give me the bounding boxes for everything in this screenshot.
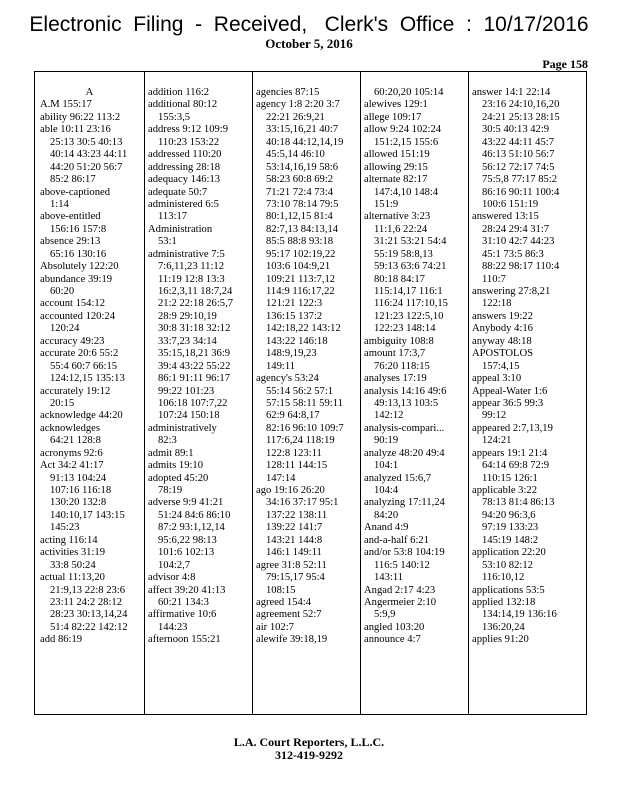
index-entry-continuation: 64:21 128:8: [50, 435, 101, 447]
index-entry: applies 91:20: [472, 634, 529, 646]
index-entry-continuation: 34:16 37:17 95:1: [266, 497, 339, 509]
index-entry-continuation: 65:16 130:16: [50, 248, 107, 260]
index-entry-continuation: 157:4,15: [482, 360, 520, 372]
index-entry: Angermeier 2:10: [364, 596, 437, 608]
index-entry: applications 53:5: [472, 584, 545, 596]
index-letter-heading: A: [85, 87, 94, 98]
index-entry-continuation: 100:6 151:19: [482, 198, 539, 210]
index-entry-continuation: 144:23: [158, 621, 188, 633]
index-entry: appear 36:5 99:3: [472, 397, 544, 409]
filing-stamp-title: Electronic Filing - Received, Clerk's Office : 10/17/2016: [29, 13, 589, 36]
index-entry-continuation: 122:23 148:14: [374, 323, 436, 335]
index-entry-continuation: 60:21 134:3: [158, 596, 209, 608]
index-entry-continuation: 122:8 123:11: [266, 447, 322, 459]
index-entry: alewives 129:1: [364, 99, 428, 111]
index-entry-continuation: 31:10 42:7 44:23: [482, 236, 555, 248]
index-entry-continuation: 45:1 73:5 86:3: [482, 248, 544, 260]
index-entry-continuation: 55:19 58:8,13: [374, 248, 433, 260]
index-entry-continuation: 90:19: [374, 435, 399, 447]
index-entry: answered 13:15: [472, 211, 539, 223]
index-entry: amount 17:3,7: [364, 348, 426, 360]
index-entry: APOSTOLOS: [472, 348, 534, 360]
index-entry: activities 31:19: [40, 547, 106, 559]
index-entry-continuation: 78:19: [158, 485, 183, 496]
index-entry-continuation: 104:2,7: [158, 559, 191, 571]
index-entry-continuation: 35:15,18,21 36:9: [158, 348, 231, 360]
index-entry-continuation: 146:1 149:11: [266, 547, 322, 559]
index-entry: air 102:7: [256, 621, 294, 633]
index-entry: addition 116:2: [148, 87, 210, 98]
index-entry: Act 34:2 41:17: [40, 460, 104, 472]
index-entry: accounted 120:24: [40, 310, 116, 322]
index-entry: admits 19:10: [148, 460, 204, 472]
index-entry-continuation: 73:10 78:14 79:5: [266, 198, 339, 210]
index-entry-continuation: 16:2,3,11 18:7,24: [158, 286, 233, 297]
index-entry-continuation: 43:22 44:11 45:7: [482, 136, 554, 148]
index-column-1: [40, 87, 139, 707]
index-entry: Appeal-Water 1:6: [472, 385, 548, 397]
index-entry-continuation: 1:14: [50, 198, 69, 210]
index-entry-continuation: 28:23 30:13,14,24: [50, 609, 128, 621]
index-entry: Absolutely 122:20: [40, 261, 119, 273]
index-entry: allege 109:17: [364, 111, 422, 123]
index-entry: administrative 7:5: [148, 248, 225, 260]
index-entry-continuation: 39:4 43:22 55:22: [158, 360, 231, 372]
index-entry: admit 89:1: [148, 447, 194, 459]
index-entry: applicable 3:22: [472, 485, 538, 496]
index-entry-continuation: 110:23 153:22: [158, 136, 220, 148]
index-entry-continuation: 71:21 72:4 73:4: [266, 186, 334, 198]
index-entry-continuation: 143:21 144:8: [266, 534, 323, 546]
index-entry: agree 31:8 52:11: [256, 559, 327, 571]
index-entry-continuation: 21:2 22:18 26:5,7: [158, 298, 234, 310]
index-entry-continuation: 143:22 146:18: [266, 335, 328, 347]
index-entry: analyzing 17:11,24: [364, 497, 445, 509]
index-entry-continuation: 49:13,13 103:5: [374, 397, 439, 409]
hearing-date: October 5, 2016: [265, 36, 353, 51]
index-column-5: [472, 87, 571, 707]
index-entry: agency's 53:24: [256, 373, 319, 385]
index-column-3: [256, 87, 355, 707]
index-entry-continuation: 103:6 104:9,21: [266, 261, 331, 273]
index-entry: analysis 14:16 49:6: [364, 385, 447, 397]
index-entry-continuation: 20:15: [50, 397, 75, 409]
index-entry: adequate 50:7: [148, 186, 208, 198]
index-entry-continuation: 53:10 82:12: [482, 559, 533, 571]
index-entry-continuation: 80:1,12,15 81:4: [266, 211, 333, 223]
index-entry-continuation: 91:13 104:24: [50, 472, 107, 484]
index-entry: allowed 151:19: [364, 149, 430, 161]
index-entry-continuation: 40:18 44:12,14,19: [266, 136, 344, 148]
index-entry-continuation: 130:20 132:8: [50, 497, 107, 509]
court-reporter-phone: 312-419-9292: [275, 748, 343, 762]
index-entry-continuation: 124:21: [482, 435, 512, 447]
index-entry: appeal 3:10: [472, 373, 522, 385]
index-entry-continuation: 84:20: [374, 509, 399, 521]
index-entry-continuation: 147:14: [266, 472, 296, 484]
index-entry-continuation: 64:14 69:8 72:9: [482, 460, 550, 472]
index-entry-continuation: 23:16 24:10,16,20: [482, 99, 560, 111]
index-entry: Anybody 4:16: [472, 323, 533, 335]
index-entry-continuation: 30:8 31:18 32:12: [158, 323, 231, 335]
index-entry-continuation: 136:20,24: [482, 621, 525, 633]
index-entry: A.M 155:17: [40, 99, 92, 111]
index-entry-continuation: 113:17: [158, 211, 188, 223]
index-entry-continuation: 140:10,17 143:15: [50, 509, 125, 521]
index-entry: acknowledges: [40, 422, 101, 434]
index-entry-continuation: 104:4: [374, 485, 399, 496]
index-entry-continuation: 128:11 144:15: [266, 460, 328, 472]
index-entry-continuation: 88:22 98:17 110:4: [482, 261, 560, 273]
index-entry-continuation: 94:20 96:3,6: [482, 509, 536, 521]
index-entry-continuation: 124:12,15 135:13: [50, 373, 125, 385]
index-entry: adequacy 146:13: [148, 174, 221, 186]
index-entry-continuation: 145:19 148:2: [482, 534, 539, 546]
index-entry-continuation: 142:18,22 143:12: [266, 323, 341, 335]
column-divider: [468, 72, 469, 714]
index-entry: administered 6:5: [148, 198, 219, 210]
index-entry-continuation: 33:15,16,21 40:7: [266, 124, 339, 136]
index-entry-continuation: 115:14,17 116:1: [374, 286, 443, 297]
index-entry-continuation: 109:21 113:7,12: [266, 273, 336, 285]
index-entry: appeared 2:7,13,19: [472, 422, 553, 434]
index-entry: acronyms 92:6: [40, 447, 103, 459]
index-entry: analysis-compari...: [364, 422, 445, 434]
index-entry-continuation: 45:5,14 46:10: [266, 149, 325, 161]
index-entry-continuation: 104:1: [374, 460, 399, 472]
index-entry-continuation: 79:15,17 95:4: [266, 572, 325, 584]
index-entry-continuation: 116:24 117:10,15: [374, 298, 448, 310]
court-reporter-name: L.A. Court Reporters, L.L.C.: [233, 735, 385, 749]
index-entry-continuation: 28:9 29:10,19: [158, 310, 217, 322]
index-entry-continuation: 114:9 116:17,22: [266, 286, 335, 297]
index-entry: above-entitled: [40, 211, 101, 223]
index-entry-continuation: 120:24: [50, 323, 80, 335]
index-entry: and-a-half 6:21: [364, 534, 430, 546]
index-entry: anyway 48:18: [472, 335, 532, 347]
index-entry-continuation: 58:23 60:8 69:2: [266, 174, 334, 186]
index-entry: ago 19:16 26:20: [256, 485, 325, 496]
index-entry: abundance 39:19: [40, 273, 113, 285]
index-entry: accuracy 49:23: [40, 335, 105, 347]
index-entry-continuation: 59:13 63:6 74:21: [374, 261, 447, 273]
index-entry-continuation: 62:9 64:8,17: [266, 410, 320, 422]
index-entry: Anand 4:9: [364, 522, 409, 534]
index-entry-continuation: 99:22 101:23: [158, 385, 215, 397]
index-entry: angled 103:20: [364, 621, 425, 633]
index-entry: addressing 28:18: [148, 161, 221, 173]
index-entry: allowing 29:15: [364, 161, 428, 173]
index-entry-continuation: 21:9,13 22:8 23:6: [50, 584, 126, 596]
index-entry-continuation: 145:23: [50, 522, 80, 534]
index-entry-continuation: 33:8 50:24: [50, 559, 96, 571]
index-entry: and/or 53:8 104:19: [364, 547, 445, 559]
index-entry: affirmative 10:6: [148, 609, 217, 621]
index-entry: ability 96:22 113:2: [40, 111, 121, 123]
index-entry-continuation: 142:12: [374, 410, 404, 422]
index-entry-continuation: 53:1: [158, 236, 177, 248]
index-entry-continuation: 22:21 26:9,21: [266, 111, 325, 123]
index-entry: acknowledge 44:20: [40, 410, 123, 422]
index-entry-continuation: 101:6 102:13: [158, 547, 215, 559]
index-entry: add 86:19: [40, 634, 83, 646]
index-entry: alewife 39:18,19: [256, 634, 328, 646]
index-entry: address 9:12 109:9: [148, 124, 229, 136]
index-entry-continuation: 143:11: [374, 572, 404, 584]
index-entry-continuation: 151:9: [374, 198, 399, 210]
index-entry: addressed 110:20: [148, 149, 222, 161]
index-entry-continuation: 82:16 96:10 109:7: [266, 422, 344, 434]
index-entry: applied 132:18: [472, 596, 536, 608]
index-entry-continuation: 31:21 53:21 54:4: [374, 236, 447, 248]
index-entry-continuation: 149:11: [266, 360, 296, 372]
index-entry-continuation: 107:16 116:18: [50, 485, 112, 496]
index-entry-continuation: 117:6,24 118:19: [266, 435, 335, 447]
index-entry-continuation: 95:6,22 98:13: [158, 534, 217, 546]
index-entry: administratively: [148, 422, 217, 434]
index-entry: acting 116:14: [40, 534, 98, 546]
index-entry-continuation: 78:13 81:4 86:13: [482, 497, 555, 509]
index-entry: affect 39:20 41:13: [148, 584, 226, 596]
index-entry: Administration: [148, 223, 213, 235]
index-entry-continuation: 137:22 138:11: [266, 509, 328, 521]
index-entry: agreement 52:7: [256, 609, 322, 621]
index-entry: agencies 87:15: [256, 87, 320, 98]
index-entry-continuation: 86:16 90:11 100:4: [482, 186, 560, 198]
index-entry: advisor 4:8: [148, 572, 196, 584]
index-entry: agency 1:8 2:20 3:7: [256, 99, 340, 111]
index-entry-continuation: 134:14,19 136:16: [482, 609, 557, 621]
index-entry-continuation: 110:15 126:1: [482, 472, 538, 484]
index-entry-continuation: 108:15: [266, 584, 296, 596]
index-entry-continuation: 11:1,6 22:24: [374, 223, 428, 235]
index-entry: analyses 17:19: [364, 373, 427, 385]
index-entry-continuation: 136:15 137:2: [266, 310, 323, 322]
index-entry-continuation: 121:21 122:3: [266, 298, 323, 310]
index-entry-continuation: 156:16 157:8: [50, 223, 107, 235]
index-entry: actual 11:13,20: [40, 572, 105, 584]
index-entry: absence 29:13: [40, 236, 101, 248]
index-entry-continuation: 11:19 12:8 13:3: [158, 273, 225, 285]
index-entry: adopted 45:20: [148, 472, 209, 484]
index-entry: account 154:12: [40, 298, 106, 310]
index-entry-continuation: 60:20: [50, 286, 75, 297]
index-entry: answering 27:8,21: [472, 286, 551, 297]
index-entry-continuation: 85:2 86:17: [50, 174, 96, 186]
index-entry-continuation: 51:24 84:6 86:10: [158, 509, 231, 521]
index-entry: agreed 154:4: [256, 596, 312, 608]
page-number: Page 158: [542, 57, 588, 71]
index-entry: afternoon 155:21: [148, 634, 221, 646]
index-entry: ambiguity 108:8: [364, 335, 434, 347]
index-entry: additional 80:12: [148, 99, 218, 111]
index-entry-continuation: 95:17 102:19,22: [266, 248, 336, 260]
index-entry: above-captioned: [40, 186, 111, 198]
index-entry: analyze 48:20 49:4: [364, 447, 445, 459]
index-entry-continuation: 116:5 140:12: [374, 559, 430, 571]
index-entry-continuation: 80:18 84:17: [374, 273, 425, 285]
index-entry-continuation: 87:2 93:1,12,14: [158, 522, 225, 534]
column-divider: [144, 72, 145, 714]
index-entry-continuation: 75:5,8 77:17 85:2: [482, 174, 558, 186]
index-entry-continuation: 28:24 29:4 31:7: [482, 223, 550, 235]
index-entry: answer 14:1 22:14: [472, 87, 551, 98]
index-entry-continuation: 57:15 58:11 59:11: [266, 397, 343, 409]
index-entry-continuation: 82:7,13 84:13,14: [266, 223, 339, 235]
index-entry-continuation: 55:14 56:2 57:1: [266, 385, 334, 397]
index-entry-continuation: 7:6,11,23 11:12: [158, 261, 225, 273]
index-entry: analyzed 15:6,7: [364, 472, 432, 484]
index-entry-continuation: 51:4 82:22 142:12: [50, 621, 128, 633]
index-entry-continuation: 40:14 43:23 44:11: [50, 149, 128, 161]
index-entry: adverse 9:9 41:21: [148, 497, 224, 509]
index-entry-continuation: 44:20 51:20 56:7: [50, 161, 123, 173]
index-entry-continuation: 107:24 150:18: [158, 410, 220, 422]
index-entry: application 22:20: [472, 547, 546, 559]
column-divider: [360, 72, 361, 714]
index-entry-continuation: 46:13 51:10 56:7: [482, 149, 555, 161]
index-entry-continuation: 122:18: [482, 298, 512, 310]
index-entry: accurate 20:6 55:2: [40, 348, 119, 360]
index-entry-continuation: 23:11 24:2 28:12: [50, 596, 122, 608]
index-entry-continuation: 139:22 141:7: [266, 522, 323, 534]
index-entry-continuation: 82:3: [158, 435, 177, 447]
index-entry-continuation: 121:23 122:5,10: [374, 310, 444, 322]
index-entry: appears 19:1 21:4: [472, 447, 548, 459]
index-entry-continuation: 148:9,19,23: [266, 348, 317, 360]
index-entry-continuation: 99:12: [482, 410, 507, 422]
index-entry-continuation: 85:5 88:8 93:18: [266, 236, 334, 248]
column-divider: [252, 72, 253, 714]
index-entry-continuation: 24:21 25:13 28:15: [482, 111, 560, 123]
index-entry-continuation: 151:2,15 155:6: [374, 136, 439, 148]
index-entry: allow 9:24 102:24: [364, 124, 442, 136]
index-entry-continuation: 60:20,20 105:14: [374, 87, 444, 98]
index-entry-continuation: 97:19 133:23: [482, 522, 539, 534]
index-entry-continuation: 33:7,23 34:14: [158, 335, 217, 347]
index-entry: alternate 82:17: [364, 174, 428, 186]
index-entry: able 10:11 23:16: [40, 124, 111, 136]
index-column-4: [364, 87, 463, 707]
index-entry-continuation: 30:5 40:13 42:9: [482, 124, 550, 136]
index-entry-continuation: 86:1 91:11 96:17: [158, 373, 230, 385]
index-entry-continuation: 55:4 60:7 66:15: [50, 360, 118, 372]
index-entry-continuation: 106:18 107:7,22: [158, 397, 228, 409]
index-entry-continuation: 53:14,16,19 58:6: [266, 161, 339, 173]
index-entry: answers 19:22: [472, 310, 533, 322]
index-column-2: [148, 87, 246, 707]
index-entry-continuation: 110:7: [482, 273, 506, 285]
index-entry: announce 4:7: [364, 634, 421, 646]
index-entry-continuation: 155:3,5: [158, 111, 191, 123]
index-entry-continuation: 56:12 72:17 74:5: [482, 161, 555, 173]
index-entry: Angad 2:17 4:23: [364, 584, 436, 596]
index-entry-continuation: 116:10,12: [482, 572, 525, 584]
index-entry-continuation: 147:4,10 148:4: [374, 186, 439, 198]
index-entry: alternative 3:23: [364, 211, 431, 223]
index-entry-continuation: 76:20 118:15: [374, 360, 430, 372]
index-entry: accurately 19:12: [40, 385, 111, 397]
index-entry-continuation: 25:13 30:5 40:13: [50, 136, 123, 148]
index-entry-continuation: 5:9,9: [374, 609, 396, 621]
